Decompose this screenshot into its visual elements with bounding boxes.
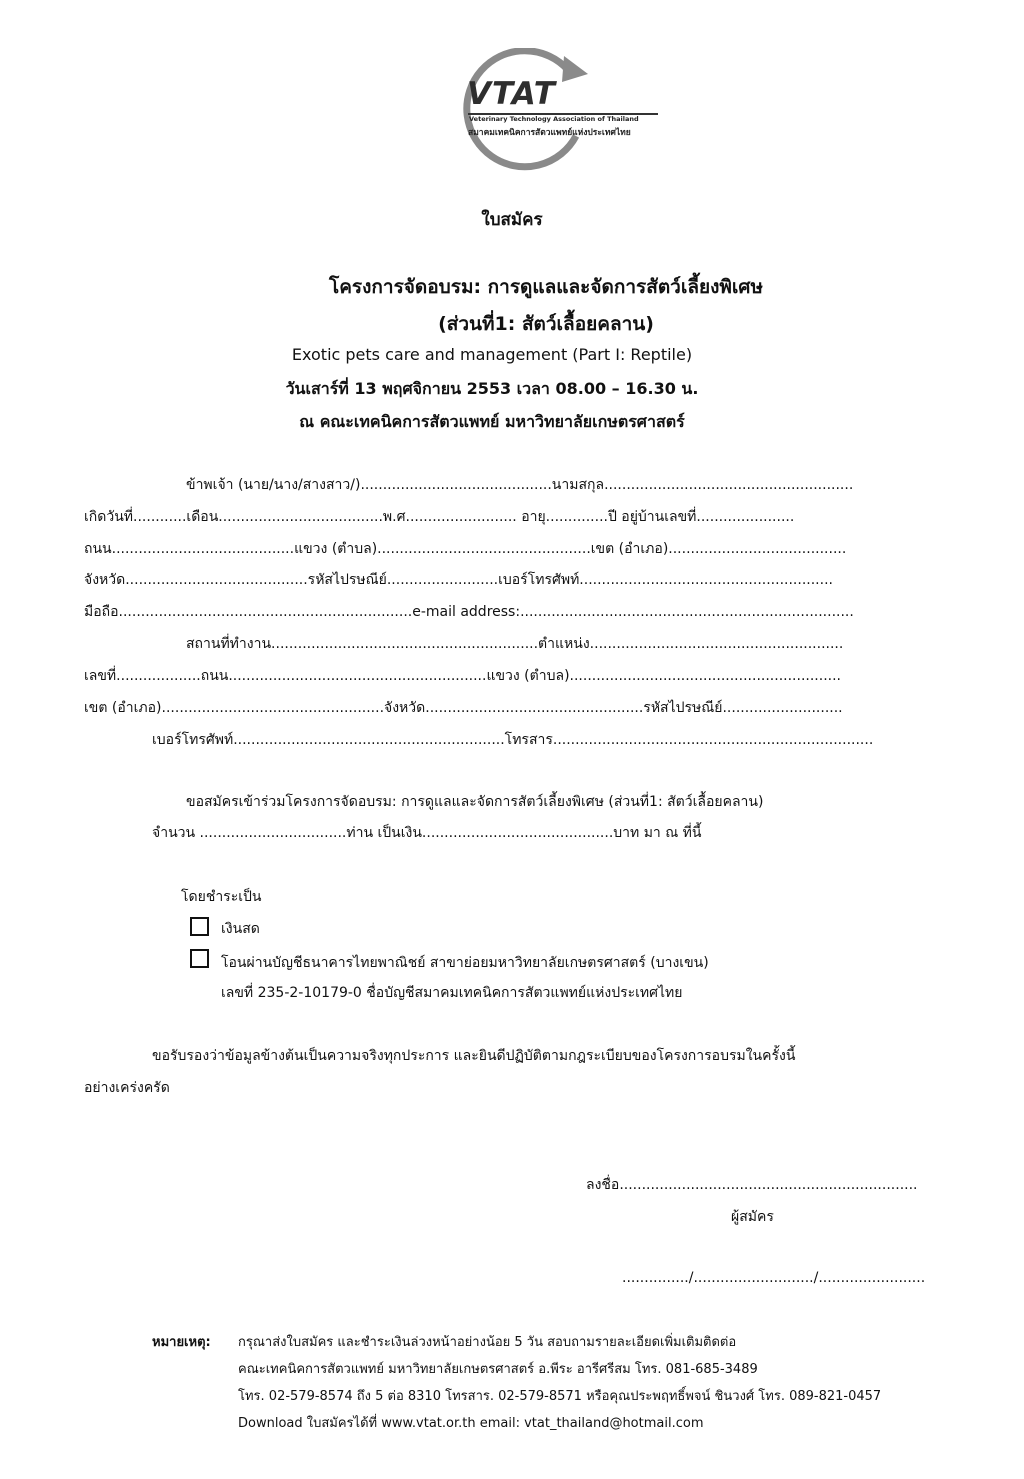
payment-heading: โดยชำระเป็น (181, 889, 262, 905)
date-line: วันเสาร์ที่ 13 พฤศจิกายน 2553 เวลา 08.00 – 16.30 น. (285, 379, 699, 398)
note-line-4: Download ใบสมัครได้ที่ www.vtat.or.th email: vtat_thailand@hotmail.com (238, 1416, 704, 1431)
form-line-province[interactable]: จังหวัด.........................................รหัสไปรษณีย์.........................เบอร์โทรศัพท์......................................................... (84, 572, 833, 588)
transfer-option-label: โอนผ่านบัญชีธนาคารไทยพาณิชย์ สาขาย่อยมหาวิทยาลัยเกษตรศาสตร์ (บางเขน) (221, 955, 709, 971)
logo-name: VTAT (467, 76, 556, 112)
application-line: ขอสมัครเข้าร่วมโครงการจัดอบรม: การดูแลและจัดการสัตว์เลี้ยงพิเศษ (ส่วนที่1: สัตว์เลื้อยคลาน) (186, 794, 764, 810)
form-line-name[interactable]: ข้าพเจ้า (นาย/นาง/สางสาว/)...........................................นามสกุล........................................................ (186, 477, 854, 493)
form-title: ใบสมัคร (481, 210, 543, 230)
form-line-workplace[interactable]: สถานที่ทำงาน............................................................ตำแหน่ง......................................................... (186, 636, 844, 652)
course-title: โครงการจัดอบรม: การดูแลและจัดการสัตว์เลี้ยงพิเศษ (329, 276, 763, 298)
form-line-birth[interactable]: เกิดวันที่............เดือน.....................................พ.ศ......................... อายุ..............ปี อยู่บ้านเลขที่...................... (84, 509, 795, 525)
course-english: Exotic pets care and management (Part I: Reptile) (291, 345, 693, 364)
note-line-2: คณะเทคนิคการสัตวแพทย์ มหาวิทยาลัยเกษตรศาสตร์ อ.พีระ อารีศรีสม โทร. 081-685-3489 (238, 1362, 758, 1377)
course-part: (ส่วนที่1: สัตว์เลื้อยคลาน) (438, 313, 654, 335)
certification-line-end: อย่างเคร่งครัด (84, 1080, 170, 1096)
note-label: หมายเหตุ: (152, 1335, 211, 1350)
cash-option-label: เงินสด (221, 921, 260, 937)
logo-english: Veterinary Technology Association of Thailand (469, 115, 639, 123)
signature-role: ผู้สมัคร (731, 1209, 774, 1225)
form-line-work-district[interactable]: เขต (อำเภอ)..................................................จังหวัด.................................................รหัสไปรษณีย์........................... (84, 700, 843, 716)
bank-account-info: เลขที่ 235-2-10179-0 ชื่อบัญชีสมาคมเทคนิคการสัตวแพทย์แห่งประเทศไทย (221, 985, 683, 1001)
note-line-1: กรุณาส่งใบสมัคร และชำระเงินล่วงหน้าอย่างน้อย 5 วัน สอบถามรายละเอียดเพิ่มเติมติดต่อ (238, 1335, 737, 1350)
transfer-checkbox[interactable] (190, 949, 209, 968)
venue-line: ณ คณะเทคนิคการสัตวแพทย์ มหาวิทยาลัยเกษตรศาสตร์ (299, 412, 685, 431)
form-line-work-phone[interactable]: เบอร์โทรศัพท์.............................................................โทรสาร........................................................................ (152, 732, 874, 748)
application-amount-line[interactable]: จำนวน .................................ท่าน เป็นเงิน...........................................บาท มา ณ ที่นี้ (152, 825, 702, 841)
form-line-work-address[interactable]: เลขที่...................ถนน..........................................................แขวง (ตำบล)............................................................. (84, 668, 841, 684)
certification-line: ขอรับรองว่าข้อมูลข้างต้นเป็นความจริงทุกประการ และยินดีปฏิบัติตามกฎระเบียบของโครงการอบรมในครั้งนี้ (152, 1048, 796, 1064)
form-line-mobile[interactable]: มือถือ..................................................................e-mail address:........................................................................... (84, 604, 854, 620)
form-line-road[interactable]: ถนน.........................................แขวง (ตำบล)................................................เขต (อำเภอ)........................................ (84, 541, 847, 557)
signature-line[interactable]: ลงชื่อ................................................................... (586, 1177, 918, 1193)
cash-checkbox[interactable] (190, 917, 209, 936)
note-line-3: โทร. 02-579-8574 ถึง 5 ต่อ 8310 โทรสาร. 02-579-8571 หรือคุณประพฤทธิ์พจน์ ชินวงศ์ โทร. 089-821-0457 (238, 1389, 882, 1404)
signature-date-line[interactable]: .............../.........................../........................ (622, 1270, 926, 1286)
logo-thai: สมาคมเทคนิคการสัตวแพทย์แห่งประเทศไทย (468, 128, 631, 138)
